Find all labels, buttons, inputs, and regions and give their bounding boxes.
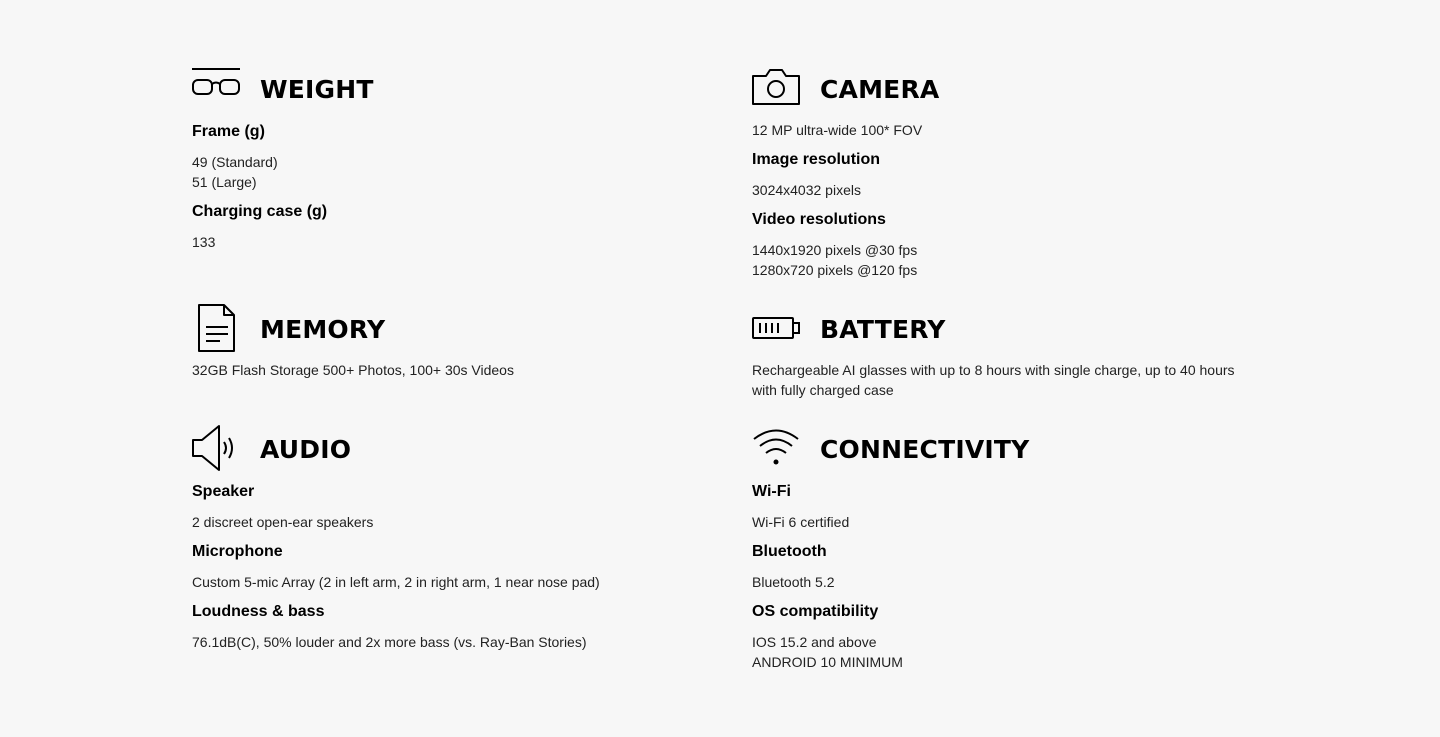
glasses-icon xyxy=(192,64,240,112)
wifi-icon xyxy=(752,424,800,472)
microphone-value: Custom 5-mic Array (2 in left arm, 2 in right arm, 1 near nose pad) xyxy=(192,574,600,590)
os-compatibility-label: OS compatibility xyxy=(752,603,879,620)
loudness-label: Loudness & bass xyxy=(192,603,325,620)
weight-section xyxy=(192,64,712,252)
memory-section xyxy=(192,304,712,380)
audio-header xyxy=(192,424,712,472)
camera-intro: 12 MP ultra-wide 100* FOV xyxy=(752,122,923,138)
camera-header xyxy=(752,64,1272,112)
memory-text: 32GB Flash Storage 500+ Photos, 100+ 30s Videos xyxy=(192,362,514,378)
connectivity-title: CONNECTIVITY xyxy=(820,435,1030,464)
camera-title: CAMERA xyxy=(820,75,940,104)
bluetooth-value: Bluetooth 5.2 xyxy=(752,574,835,590)
video-resolution-value-2: 1280x720 pixels @120 fps xyxy=(752,262,918,278)
battery-section xyxy=(752,304,1272,400)
os-value-ios: IOS 15.2 and above xyxy=(752,634,877,650)
image-resolution-value: 3024x4032 pixels xyxy=(752,182,861,198)
video-resolution-label: Video resolutions xyxy=(752,211,886,228)
weight-title: WEIGHT xyxy=(260,75,374,104)
speaker-label: Speaker xyxy=(192,483,255,500)
image-resolution-label: Image resolution xyxy=(752,151,881,168)
battery-header xyxy=(752,304,1272,352)
wifi-value: Wi-Fi 6 certified xyxy=(752,514,850,530)
speaker-icon xyxy=(192,424,240,472)
connectivity-section xyxy=(752,424,1272,672)
wifi-label: Wi-Fi xyxy=(752,483,791,500)
connectivity-header xyxy=(752,424,1272,472)
case-value: 133 xyxy=(192,234,216,250)
loudness-value: 76.1dB(C), 50% louder and 2x more bass (vs. Ray-Ban Stories) xyxy=(192,634,587,650)
camera-icon xyxy=(752,64,800,112)
microphone-label: Microphone xyxy=(192,543,283,560)
battery-text-line-1: Rechargeable AI glasses with up to 8 hours with single charge, up to 40 hours xyxy=(752,362,1235,378)
battery-icon xyxy=(752,304,800,352)
case-label: Charging case (g) xyxy=(192,203,328,220)
audio-title: AUDIO xyxy=(260,435,352,464)
frame-value-large: 51 (Large) xyxy=(192,174,257,190)
memory-title: MEMORY xyxy=(260,315,386,344)
camera-section xyxy=(752,64,1272,280)
frame-value-standard: 49 (Standard) xyxy=(192,154,278,170)
battery-title: BATTERY xyxy=(820,315,946,344)
document-icon xyxy=(192,304,240,352)
os-value-android: ANDROID 10 MINIMUM xyxy=(752,654,903,670)
weight-header xyxy=(192,64,712,112)
video-resolution-value-1: 1440x1920 pixels @30 fps xyxy=(752,242,918,258)
audio-section xyxy=(192,424,712,652)
frame-label: Frame (g) xyxy=(192,123,265,140)
speaker-value: 2 discreet open-ear speakers xyxy=(192,514,374,530)
bluetooth-label: Bluetooth xyxy=(752,543,827,560)
battery-text-line-2: with fully charged case xyxy=(752,382,894,398)
memory-header xyxy=(192,304,712,352)
